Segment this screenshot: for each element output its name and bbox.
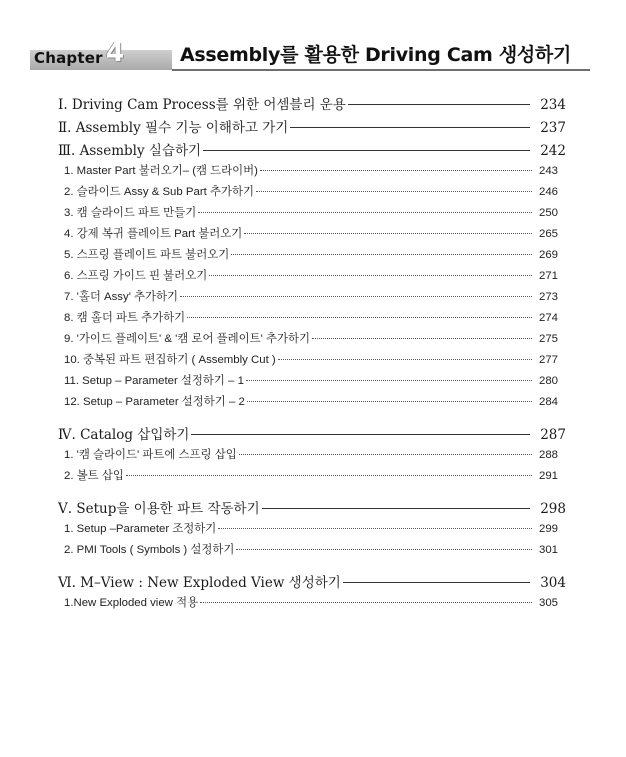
toc-page-number: 243	[538, 165, 558, 177]
toc-leader-line	[126, 475, 532, 476]
toc-leader-line	[180, 296, 532, 297]
title-underline	[172, 69, 590, 71]
toc-item-title: 7. '홀더 Assy' 추가하기	[64, 291, 179, 303]
toc-item-row[interactable]	[58, 594, 566, 615]
toc-page-number: 265	[538, 228, 558, 240]
toc-item-row[interactable]	[58, 288, 566, 309]
toc-leader-line	[278, 359, 532, 360]
section-gap	[58, 488, 566, 497]
toc-item-title: 1. Master Part 불러오기– (캠 드라이버)	[64, 165, 258, 177]
toc-page-number: 242	[540, 143, 566, 159]
toc-page-number: 298	[540, 501, 566, 517]
toc-leader-line	[239, 454, 532, 455]
toc-page-number: 291	[538, 470, 558, 482]
toc-page-number: 237	[540, 120, 566, 136]
toc-leader-line	[247, 401, 532, 402]
toc-item-title: 6. 스프링 가이드 핀 불러오기	[64, 270, 208, 282]
toc-leader-line	[191, 434, 530, 435]
toc-item-row[interactable]	[58, 309, 566, 330]
toc-item-row[interactable]	[58, 330, 566, 351]
toc-page-number: 304	[540, 575, 566, 591]
toc-item-row[interactable]	[58, 467, 566, 488]
toc-page-number: 234	[540, 97, 566, 113]
toc-item-title: 10. 중복된 파트 편집하기 ( Assembly Cut )	[64, 354, 276, 366]
toc-section-row[interactable]	[58, 93, 566, 116]
toc-leader-line	[187, 317, 532, 318]
toc-item-row[interactable]	[58, 541, 566, 562]
toc-leader-line	[198, 212, 532, 213]
toc-page-number: 301	[538, 544, 558, 556]
toc-page-number: 280	[538, 375, 558, 387]
toc-item-row[interactable]	[58, 267, 566, 288]
toc-item-title: 8. 캠 홀더 파트 추가하기	[64, 312, 186, 324]
chapter-header	[30, 38, 590, 72]
toc-leader-line	[262, 508, 530, 509]
toc-leader-line	[203, 150, 530, 151]
toc-item-row[interactable]	[58, 393, 566, 414]
toc-item-title: 2. 볼트 삽입	[64, 470, 124, 482]
toc-item-title: 11. Setup – Parameter 설정하기 – 1	[64, 375, 244, 387]
toc-page-number: 287	[540, 427, 566, 443]
table-of-contents	[58, 93, 566, 615]
toc-section-row[interactable]	[58, 423, 566, 446]
chapter-label: Chapter	[34, 49, 103, 67]
toc-leader-line	[200, 602, 532, 603]
toc-item-title: 2. PMI Tools ( Symbols ) 설정하기	[64, 544, 235, 556]
toc-item-row[interactable]	[58, 162, 566, 183]
toc-page-number: 271	[538, 270, 558, 282]
toc-item-row[interactable]	[58, 446, 566, 467]
chapter-number: 4	[106, 38, 125, 68]
toc-section-title: Ⅵ. M–View : New Exploded View 생성하기	[58, 575, 341, 591]
toc-page-number: 273	[538, 291, 558, 303]
toc-page-number: 305	[538, 597, 558, 609]
toc-item-row[interactable]	[58, 520, 566, 541]
toc-page-number: 277	[538, 354, 558, 366]
toc-section-title: Ⅱ. Assembly 필수 기능 이해하고 가기	[58, 120, 289, 136]
toc-item-title: 3. 캠 슬라이드 파트 만들기	[64, 207, 197, 219]
toc-item-title: 2. 슬라이드 Assy & Sub Part 추가하기	[64, 186, 254, 198]
toc-leader-line	[348, 104, 530, 105]
toc-section-title: Ⅴ. Setup을 이용한 파트 작동하기	[58, 501, 260, 517]
toc-item-row[interactable]	[58, 351, 566, 372]
toc-page-number: 274	[538, 312, 558, 324]
toc-item-row[interactable]	[58, 183, 566, 204]
toc-page-number: 269	[538, 249, 558, 261]
toc-leader-line	[343, 582, 530, 583]
toc-leader-line	[260, 170, 532, 171]
toc-item-row[interactable]	[58, 246, 566, 267]
toc-item-title: 12. Setup – Parameter 설정하기 – 2	[64, 396, 245, 408]
toc-leader-line	[290, 127, 530, 128]
toc-item-row[interactable]	[58, 204, 566, 225]
toc-leader-line	[236, 549, 532, 550]
toc-leader-line	[256, 191, 532, 192]
toc-item-title: 9. '가이드 플레이트' & '캠 로어 플레이트' 추가하기	[64, 333, 311, 345]
section-gap	[58, 414, 566, 423]
toc-item-row[interactable]	[58, 225, 566, 246]
toc-page-number: 250	[538, 207, 558, 219]
toc-page-number: 275	[538, 333, 558, 345]
toc-section-row[interactable]	[58, 139, 566, 162]
toc-section-row[interactable]	[58, 116, 566, 139]
chapter-title: Assembly를 활용한 Driving Cam 생성하기	[180, 44, 572, 66]
toc-page-number: 246	[538, 186, 558, 198]
toc-item-title: 5. 스프링 플레이트 파트 불러오기	[64, 249, 230, 261]
toc-section-row[interactable]	[58, 497, 566, 520]
toc-leader-line	[209, 275, 532, 276]
toc-item-title: 1.New Exploded view 적용	[64, 597, 199, 609]
toc-section-row[interactable]	[58, 571, 566, 594]
toc-page-number: 299	[538, 523, 558, 535]
toc-item-row[interactable]	[58, 372, 566, 393]
toc-page-number: 284	[538, 396, 558, 408]
toc-item-title: 4. 강제 복귀 플레이트 Part 불러오기	[64, 228, 243, 240]
toc-leader-line	[312, 338, 532, 339]
section-gap	[58, 562, 566, 571]
toc-leader-line	[218, 528, 532, 529]
toc-leader-line	[246, 380, 532, 381]
toc-section-title: Ⅰ. Driving Cam Process를 위한 어셈블리 운용	[58, 97, 346, 113]
toc-page-number: 288	[538, 449, 558, 461]
toc-section-title: Ⅳ. Catalog 삽입하기	[58, 427, 190, 443]
toc-section-title: Ⅲ. Assembly 실습하기	[58, 143, 202, 159]
toc-leader-line	[244, 233, 532, 234]
toc-item-title: 1. '캠 슬라이드' 파트에 스프링 삽입	[64, 449, 237, 461]
toc-leader-line	[231, 254, 532, 255]
toc-item-title: 1. Setup –Parameter 조정하기	[64, 523, 217, 535]
